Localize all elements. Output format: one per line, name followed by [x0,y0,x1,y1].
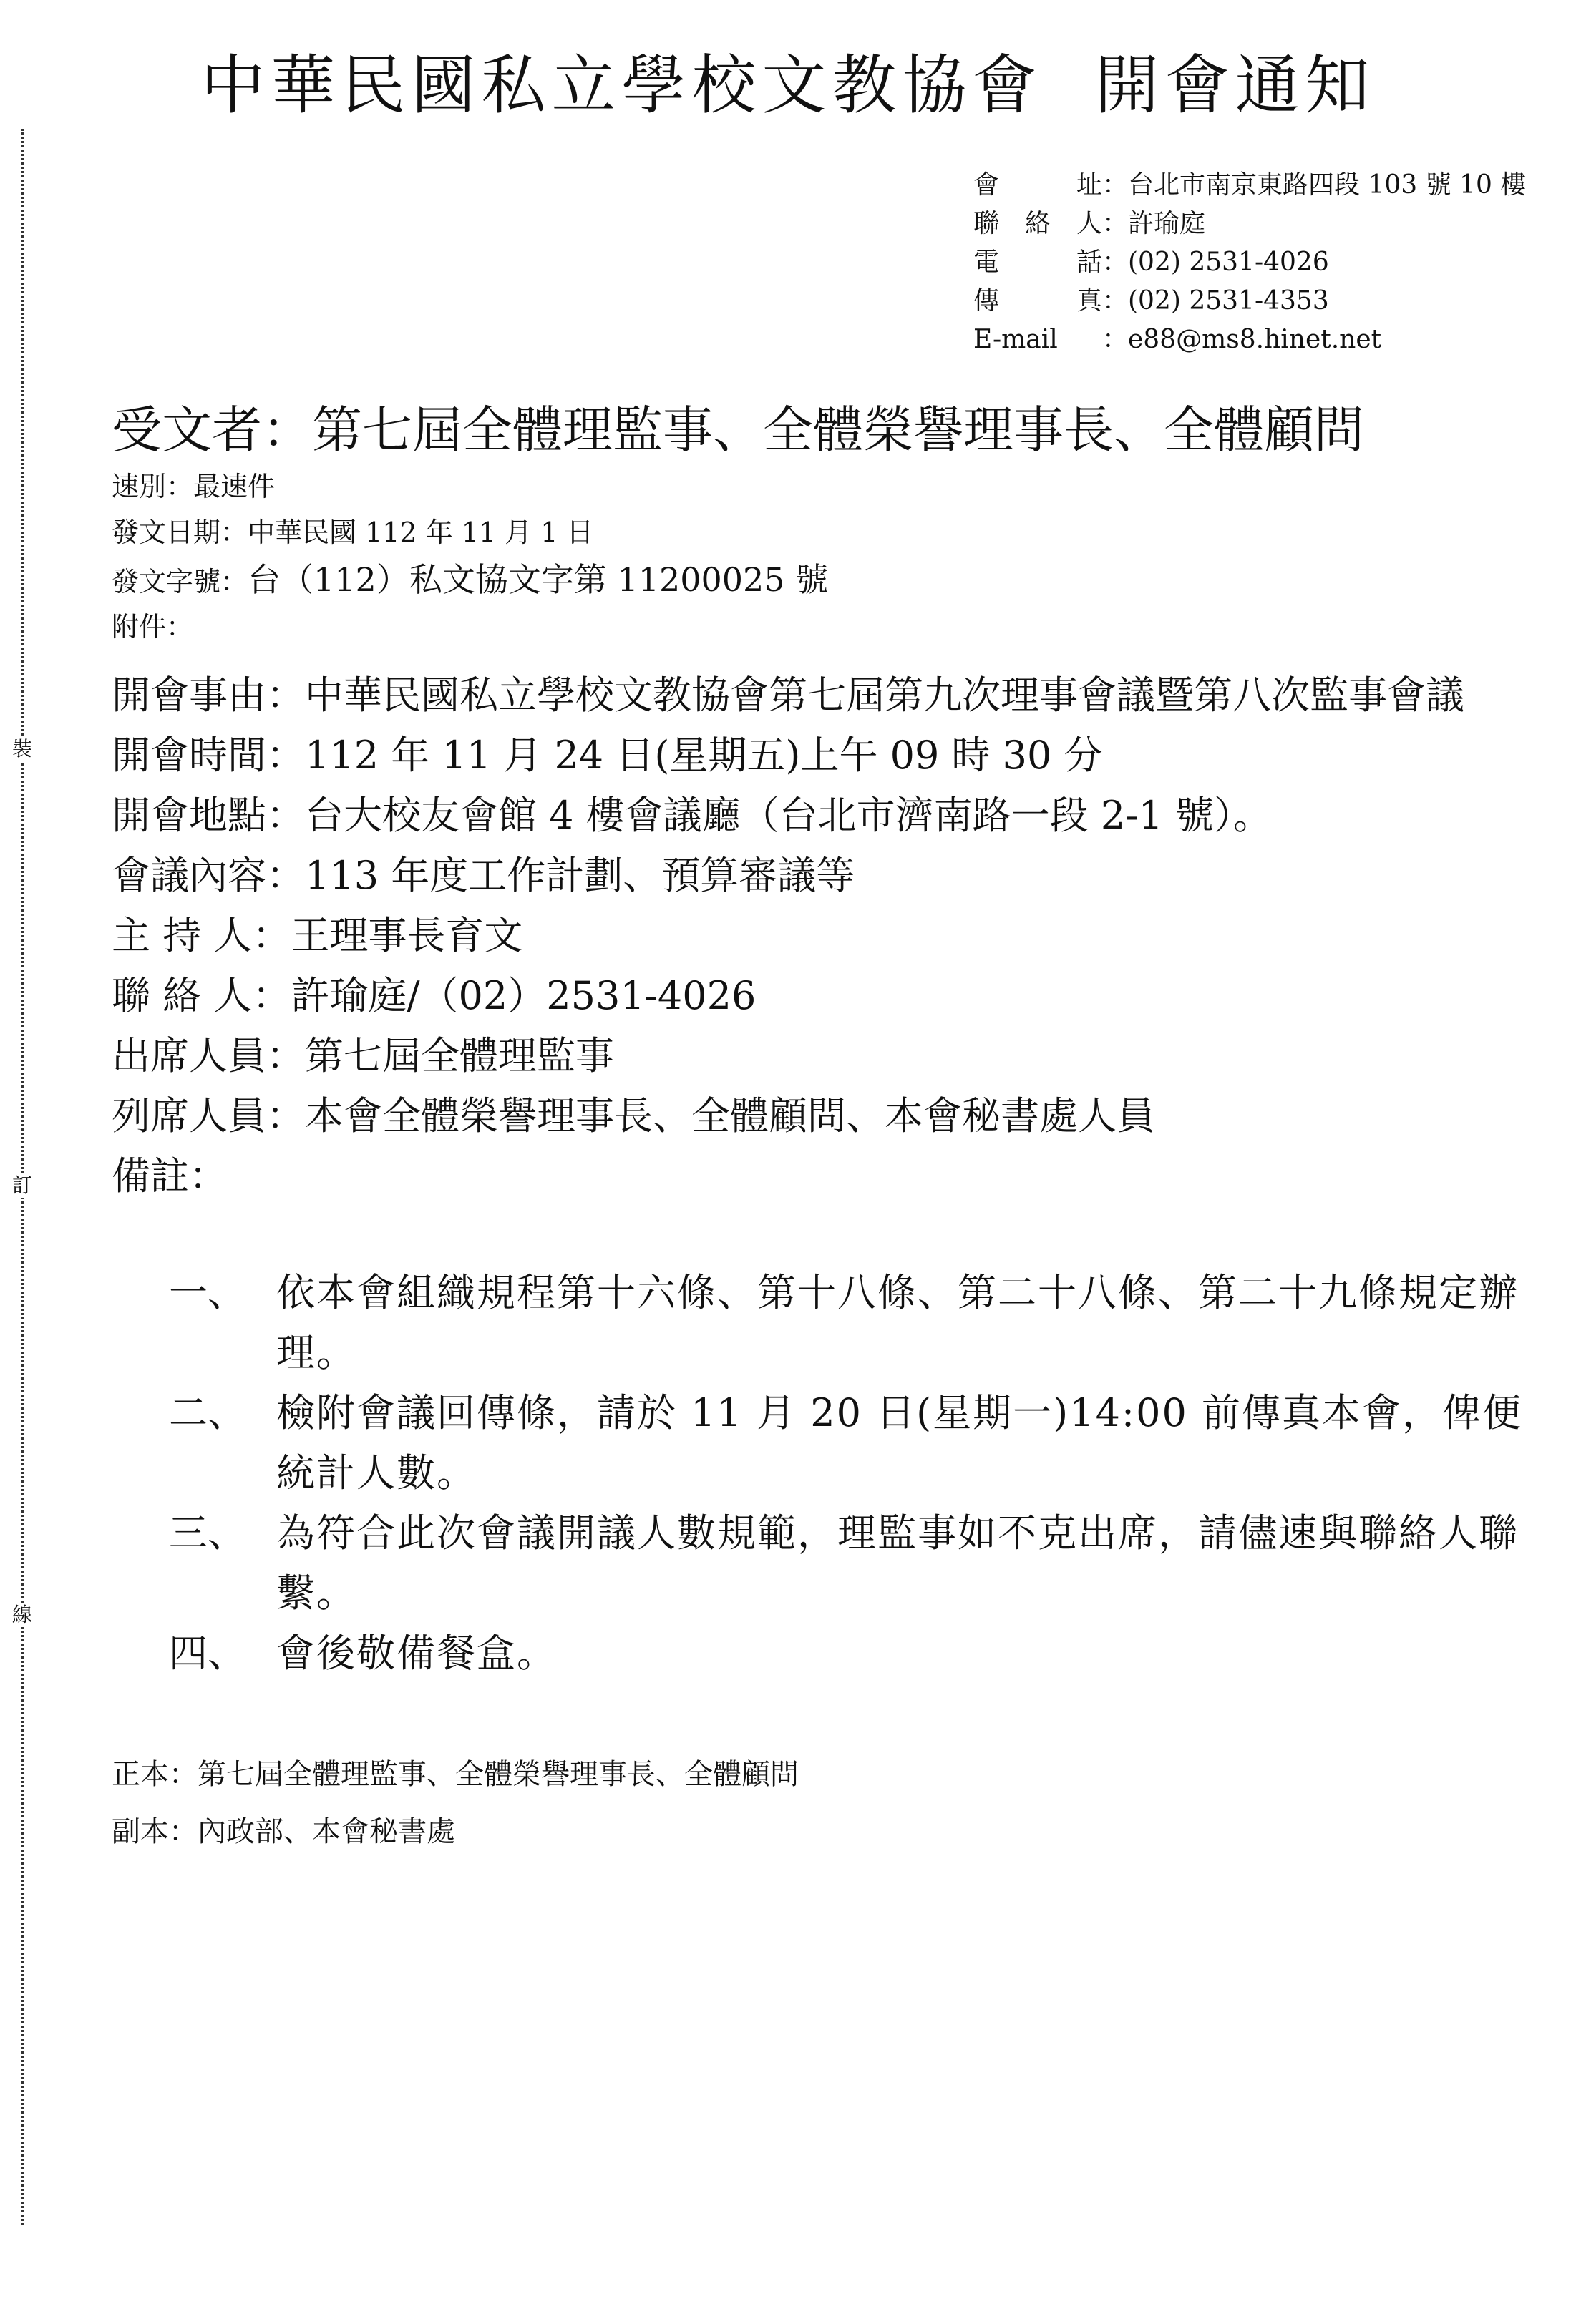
speed-line: 速別：最速件 [112,471,276,502]
contact-address-label: 會 址 [973,170,1102,200]
field-place [112,786,1536,846]
field-content-label: 會議內容： [112,853,305,898]
field-host-label: 主 持 人： [112,913,291,958]
remark-text: 會後敬備餐盒。 [276,1631,557,1676]
field-attendees-label: 出席人員： [112,1033,305,1078]
field-content-value: 113 年度工作計劃、預算審議等 [305,853,855,898]
remark-number: 二、 [169,1390,246,1435]
recipient-line: 受文者：第七屆全體理監事、全體榮譽理事長、全體顧問 [112,401,1364,459]
binding-mark-zhuang: 裝 [10,737,34,761]
field-liaison [112,966,1536,1026]
remarks-list [169,1263,1536,1684]
field-reason-value: 中華民國私立學校文教協會第七屆第九次理事會議暨第八次監事會議 [305,673,1464,718]
field-attendees [112,1026,1536,1086]
contact-person-row [973,205,1526,243]
field-attendees-value: 第七屆全體理監事 [305,1033,614,1078]
field-observers-value: 本會全體榮譽理事長、全體顧問、本會秘書處人員 [305,1093,1155,1138]
field-host-value: 王理事長育文 [291,913,523,958]
document-title: 中華民國私立學校文教協會 開會通知 [200,48,1376,123]
contact-email-row [973,321,1526,359]
contact-address: ：台北市南京東路四段 103 號 10 樓 [1102,170,1527,200]
field-reason [112,665,1536,726]
contact-fax-row [973,282,1526,321]
field-liaison-label: 聯 絡 人： [112,973,291,1018]
attachment-line: 附件： [112,611,194,643]
contact-email-label: E-mail [973,325,1058,354]
field-place-value: 台大校友會館 4 樓會議廳（台北市濟南路一段 2-1 號）。 [305,793,1272,838]
remark-item [169,1503,1536,1624]
contact-phone-row [973,243,1526,282]
remark-text: 依本會組織規程第十六條、第十八條、第二十八條、第二十九條規定辦理。 [276,1270,1519,1375]
contact-phone: ：(02) 2531-4026 [1102,248,1329,277]
binding-mark-ding: 訂 [10,1173,34,1198]
meeting-fields [112,665,1536,1206]
remark-item [169,1383,1536,1503]
remark-text: 為符合此次會議開議人數規範，理監事如不克出席，請儘速與聯絡人聯繫。 [276,1510,1519,1616]
reference-number-label: 發文字號： [112,566,248,597]
binding-mark-xian: 線 [10,1603,34,1627]
remark-item [169,1624,1536,1684]
field-host [112,906,1536,966]
reference-number: 台（112）私文協文字第 11200025 號 [248,560,829,599]
field-place-label: 開會地點： [112,793,305,838]
remark-number: 一、 [169,1270,246,1315]
field-time-value: 112 年 11 月 24 日(星期五)上午 09 時 30 分 [305,733,1103,778]
remark-text: 檢附會議回傳條，請於 11 月 20 日(星期一)14:00 前傳真本會，俾便統計人數。 [276,1390,1523,1495]
field-content [112,846,1536,906]
reference-number-line [112,558,828,603]
field-reason-label: 開會事由： [112,673,305,718]
field-time-label: 開會時間： [112,733,305,778]
contact-person-label: 聯 絡 人 [973,209,1102,238]
contact-fax: ：(02) 2531-4353 [1102,286,1329,316]
issue-date-line: 發文日期：中華民國 112 年 11 月 1 日 [112,517,594,548]
contact-fax-label: 傳 真 [973,286,1102,316]
copy-recipients: 副本：內政部、本會秘書處 [112,1815,455,1848]
remark-item [169,1263,1536,1383]
field-observers-label: 列席人員： [112,1093,305,1138]
remark-number: 三、 [169,1510,246,1556]
contact-email: ：e88@ms8.hinet.net [1102,325,1382,354]
field-time [112,726,1536,786]
field-liaison-value: 許瑜庭/（02）2531-4026 [291,973,757,1018]
contact-block [973,166,1526,359]
remark-number: 四、 [169,1631,246,1676]
field-observers [112,1086,1536,1146]
contact-phone-label: 電 話 [973,248,1102,277]
remarks-label: 備註： [112,1153,228,1198]
contact-address-row [973,166,1526,205]
original-recipients: 正本：第七屆全體理監事、全體榮譽理事長、全體顧問 [112,1758,799,1791]
contact-person: ：許瑜庭 [1102,209,1206,238]
